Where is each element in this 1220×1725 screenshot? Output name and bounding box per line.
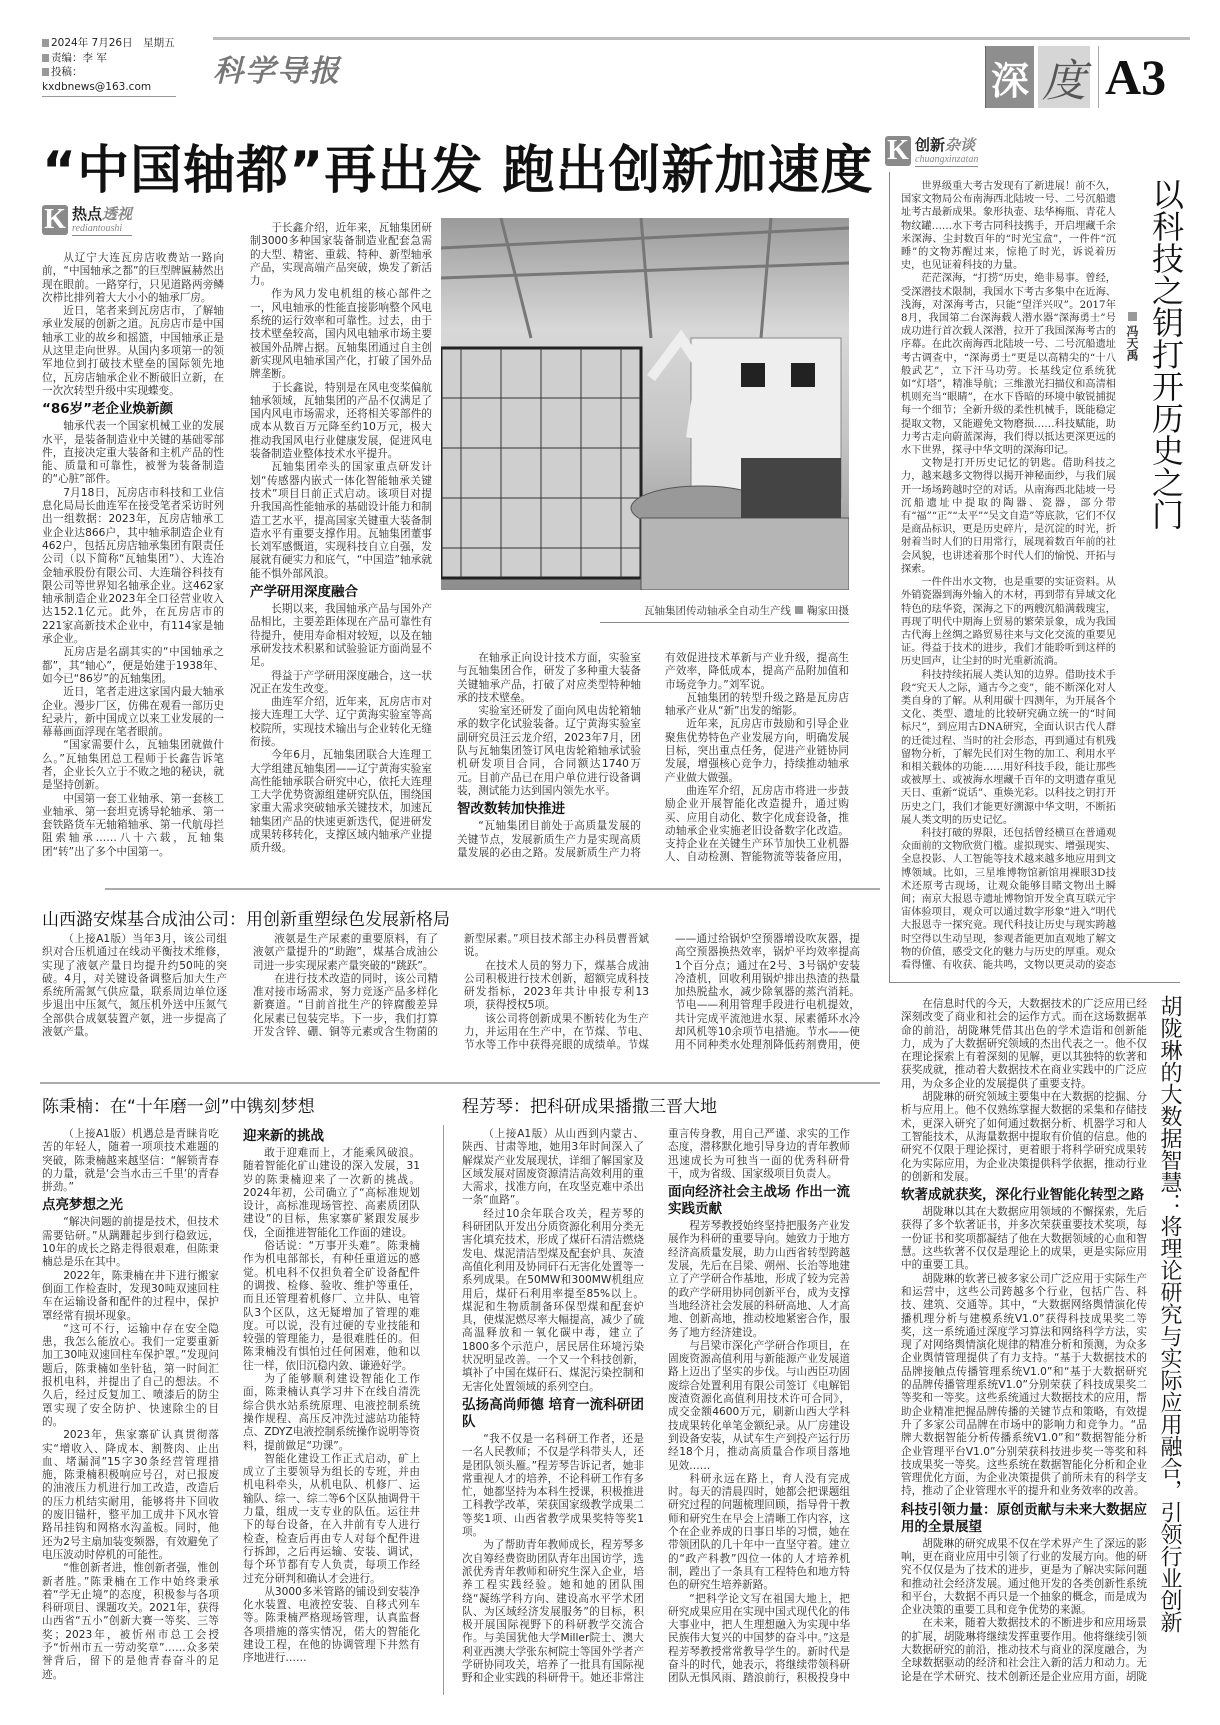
paragraph-text: 敢于迎难而上，才能乘风破浪。随着智能化矿山建设的深入发展，31岁的陈秉楠迎来了一次新的挑战。2024年初，公司确立了“高标准规划设计，高标准现场管控、高素质团队建设”的目标，焦家寨矿紧跟发展步伐，全面推进智能化工作面的建设。 (243, 1147, 420, 1239)
column-label-b: 透视 (102, 205, 133, 223)
factory-photo-graphic (441, 218, 849, 590)
paragraph (42, 933, 227, 1039)
paragraph (250, 288, 432, 381)
paragraph (243, 1147, 420, 1240)
paragraph (901, 272, 1116, 457)
paragraph-text: 胡陇琳的软著已被多家公司广泛应用于实际生产和运营中，这些公司跨越多个行业，包括广告、科技、建筑、交通等。其中，“大数据网络舆情演化传播机理分析与建模系统V1.0”获得科技成果奖二等奖，这一系统通过深度学习算法和网络科学方法，实现了对网络舆情演化规律的精准分析和预测，为众多企业舆情管理提供了有力支持。“基于大数据技术的品牌接触点传播管理系统V1.0”和“基于大数据研究的品牌传播管理系统V1.0”分别荣获了科技成果奖二等奖和一等奖。这些系统通过大数据技术的应用，帮助企业精准把握品牌传播的关键节点和策略，有效提升了多家公司品牌在市场中的影响力和竞争力。“品牌大数据智能分析传播系统V1.0”和“数据智能分析企业管理平台V1.0”分别荣获科技进步奖一等奖和科技成果奖一等奖。这些系统在数据智能化分析和企业管理优化方面，为企业决策提供了前所未有的科学支持，推动了企业管理水平的提升和业务效率的改善。 (901, 1272, 1147, 1498)
author-square-icon (1128, 312, 1137, 321)
subheading (462, 1397, 644, 1431)
paragraph (42, 252, 224, 305)
paragraph-text: 为了帮助青年教师成长，程芳琴多次自筹经费资助团队青年出国访学，选派优秀青年教师和研究生深入企业，培养工程实践经验。她和她的团队围绕“凝练学科方向、建设高水平学术团队、为区域经济发展服务”的目标，积极开展国际视野下的科研教学交流合作。与美国犹他大学Miller院士、澳大利亚西澳大学张东柯院士等国外学者产学研协同攻关，培养了一批具有国际视野和企业实践的科研骨干。她还非常注重言传身教，用自己严谨、求实的工作态度，潜移默化地引导身边的青年教师迅速成长为可独当一面的优秀科研骨干，成为省级、国家级项目负责人。 (462, 1128, 850, 1685)
header-rule (213, 37, 1190, 40)
paragraph-text: 胡陇琳的研究领域主要集中在大数据的挖掘、分析与应用上。他不仅熟练掌握大数据的采集和存储技术，更深入研究了如何通过数据分析、机器学习和人工智能技术，从海量数据中提取有价值的信息。他的研究不仅限于理论探讨，更着眼于将科学研究成果转化为实际应用，为企业决策提供科学依据，推动行业的创新和发展。 (901, 1091, 1147, 1183)
paragraph (243, 1240, 420, 1373)
section-divider (40, 1082, 880, 1084)
paragraph-text: 科研永远在路上，育人没有完成时。每天的清晨四时，她都会把课题组研究过程的问题梳理回顾，指导骨干教师和研究生在早会上清晰工作内容，这个在企业养成的日事日毕的习惯，她在带领团队的几十年中一直坚守着。建立的“政产科教”四位一体的人才培养机制，蹚出了一条具有工程特色和地方特色的研究生培养新路。 (668, 1472, 850, 1592)
paragraph-text: 智改数转加快推进 (457, 801, 565, 818)
subheading (42, 1197, 219, 1214)
paragraph-text: 科技持续拓展人类认知的边界。借助技术手段“究天人之际，通古今之变”，能不断深化对人类自身的了解。从利用碳十四测年，为开展各个文化、类型、遗址的比较研究确立统一的“时间标尺”，到应用古DNA研究，全面认识古代人群的迁徙过程、当时的社会形态，再到通过有机残留物分析，了解先民们对生物的加工、利用水平和相关载体的功能……用好科技手段，能让那些或被厚土、或被海水埋藏千百年的文明遗存重见天日、重新“说话”、重焕光彩。以科技之钥打开历史之门，我们才能更好溯源中华文明，不断拓展人类文明的历史记忆。 (901, 669, 1116, 826)
paragraph-text: “86岁”老企业焕新颜 (42, 401, 174, 418)
paragraph-text: 在未来，随着大数据技术的不断进步和应用场景的扩展，胡陇琳将继续发挥重要作用。他将继续引领大数据研究的前沿，推动技术与商业的深度融合，为全球数据驱动的经济和社会注入新的活力和动力。无论是在学术研究、技术创新还是企业应用方面，胡陇 (901, 1617, 1147, 1683)
paragraph-text: 为了能够顺利建设智能化工作面，陈秉楠认真学习井下在线自清洗综合供水站系统原理、电液控制系统操作规程、高压反冲洗过滤站功能特点、ZDYZ电液控制系统操作说明等资料，提前做足“功课”。 (243, 1373, 420, 1452)
main-article-body-1 (42, 222, 432, 872)
column-label-a: 热点 (72, 205, 103, 223)
paragraph (901, 998, 1147, 1091)
paragraph (42, 487, 224, 647)
paragraph-text: 世界级重大考古发现有了新进展！前不久，国家文物局公布南海西北陆坡一号、二号沉船遗址考古最新成果。象形执壶、珐华梅瓶、青花人物纹罐……水下考古同科技携手，开启埋藏千余米深海、尘封数百年的“时光宝盒”，一件件“沉睡”的文物苏醒过来，惊艳了时光，诉说着历史，也见证着科技的力量。 (901, 181, 1116, 272)
k-logo-icon: K (885, 136, 911, 166)
paragraph-text: 在轴承正向设计技术方面，实验室与瓦轴集团合作，研发了多种重大装备关键轴承产品，打破了对应类型特种轴承的技术壁垒。 (457, 652, 641, 704)
paragraph-text: 在进行技术改造的同时，该公司精准对接市场需求，努力竞逐产品多样化新赛道。“目前首批生产的锌腐酸差异化尿素已包装完毕。下一步，我们打算开发含锌、硼、铜等元素或含生物菌的新型尿素。”项目技术部主办科员曹晋斌说。 (253, 933, 649, 1039)
contribute-email[interactable]: 投稿：kxdbnews@163.com (42, 66, 152, 93)
main-headline: “中国轴都”再出发 跑出创新加速度 (42, 141, 874, 201)
paragraph (42, 420, 224, 486)
paragraph-text: 面向经济社会主战场 作出一流实践贡献 (668, 1184, 850, 1218)
section-char-a: 深 (985, 46, 1034, 108)
paragraph-text: 液氨是生产尿素的重要原料，有了液氨产量提升的“助跑”，煤基合成油公司进一步实现尿素产量突破的“跳跃”。 (253, 933, 438, 972)
column-article-title: 以科技之钥打开历史之门 (1147, 178, 1185, 530)
production-line-photo (441, 218, 849, 590)
paragraph (250, 382, 432, 462)
paragraph-text: 得益于产学研用深度融合，这一状况正在发生改变。 (250, 669, 432, 695)
paragraph (250, 749, 432, 855)
paragraph (462, 1128, 644, 1208)
paragraph (42, 1323, 219, 1429)
paragraph-text: （上接A1版）机遇总是青睐肯吃苦的年轻人，随着一项项技术难题的突破，陈秉楠越来越坚信：“解锁青春的力量，就是‘会当水击三千里’的青春拼劲。” (42, 1128, 219, 1194)
paragraph-text: 实验室还研发了面向风电齿轮箱轴承的数字化试验装备。辽宁黄海实验室副研究员汪云龙介绍，2023年7月，团队与瓦轴集团签订风电齿轮箱轴承试验机研发项目合同，合同额达1740万元。目前产品已在用户单位进行设备调装，测试能力达到国内领先水平。 (457, 705, 641, 797)
hu-article-body (901, 998, 1147, 1693)
bullet-square-icon (42, 39, 49, 47)
paragraph (42, 646, 224, 686)
paragraph-text: 近年来，瓦房店市鼓励和引导企业聚焦优势特色产业发展方向，明确发展目标，突出重点任务，促进产业链协同发展，增强核心竞争力，持续推动轴承产业做大做强。 (665, 718, 849, 784)
paragraph-text: 轴承代表一个国家机械工业的发展水平，是装备制造业中关键的基础零部件，直接决定重大装备和主机产品的性能、质量和可靠性，被誉为装备制造的“心脏”部件。 (42, 420, 224, 486)
column-pinyin: rediantoushi (72, 223, 123, 234)
logo-spacer (42, 222, 224, 252)
cheng-article-title: 程芳琴：把科研成果播撒三晋大地 (462, 1097, 717, 1117)
column-rule (443, 1125, 444, 1695)
paragraph-text: “解决问题的前提是技术，但技术需要钻研。”从蹒跚起步到行稳致远，10年的成长之路走得很艰难，但陈秉楠总是乐在其中。 (42, 1216, 219, 1269)
paragraph-text: 中国第一套工业轴承、第一套核工业轴承、第一套坦克诱导轮轴承、第一套铁路货车无轴箱轴承、第一代航母拦阻索轴承……八十六载，瓦轴集团“转”出了多个中国第一。 (42, 792, 224, 858)
paragraph (253, 933, 438, 973)
paragraph (668, 1220, 850, 1340)
paragraph-text: 弘扬高尚师德 培育一流科研团队 (462, 1396, 644, 1430)
paragraph-text: “我不仅是一名科研工作者，还是一名人民教师；不仅是学科带头人，还是团队领头雁。”程芳琴告诉记者，她非常重视人才的培养，不论科研工作有多忙，她都坚持为本科生授课，积极推进工科教学改革，荣获国家级教学成果二等奖1项、山西省教学成果奖特等奖1项。 (462, 1432, 644, 1539)
shanxi-article-title: 山西潞安煤基合成油公司：用创新重塑绿色发展新格局 (42, 910, 450, 930)
editor: 责编：李 军 (51, 51, 107, 64)
paragraph (42, 1216, 219, 1269)
paragraph (901, 1206, 1147, 1272)
column-article-body (901, 180, 1116, 976)
paragraph-text: 点亮梦想之光 (42, 1197, 123, 1214)
paragraph (901, 1538, 1147, 1618)
paragraph (457, 705, 641, 798)
bullet-square-icon (42, 68, 49, 76)
column-label-a: 创新 (915, 136, 946, 154)
paragraph (901, 576, 1116, 668)
paragraph-text: 作为风力发电机组的核心部件之一，风电轴承的性能直接影响整个风电系统的运行效率和可靠性。过去，由于技术壁垒较高，国内风电轴承市场主要被国外品牌占据。瓦轴集团通过自主创新实现风电轴承国产化，打破了国外品牌垄断。 (250, 288, 432, 381)
paragraph-text: 该公司将创新成果不断转化为生产力，并运用在生产中，在节煤、节电、节水等工作中获得亮眼的成绩单。节煤——通过给锅炉空预器增设吹灰器，提高空预器换热效率，锅炉平均效率提高1个百分点；通过在2号、3号锅炉安装冷渣机，回收利用锅炉排出热渣的热量加热脱盐水，减少除氧器的蒸汽消耗。节电——利用管理手段进行电机提效，共计完成平流池进水泵、尿素循环水冷却风机等10余项节电措施。节水——使用不同种类水处理剂降低药剂费用，使 (464, 933, 860, 1052)
chen-article-title: 陈秉楠：在“十年磨一剑”中镌刻梦想 (42, 1097, 315, 1117)
paragraph-text: 曲连军介绍，近年来，瓦房店市对接大连理工大学、辽宁黄海实验室等高校院所，实现技术输出与企业转化无缝衔接。 (250, 696, 432, 748)
subheading (457, 801, 641, 818)
paragraph (901, 669, 1116, 827)
paragraph-text: 从辽宁大连瓦房店收费站一路向前，“中国轴承之都”的巨型牌匾赫然出现在眼前。一路穿行，只见道路两旁鳞次栉比排列着大大小小的轴承厂房。 (42, 252, 224, 304)
column-label-b: 杂谈 (945, 136, 976, 154)
paragraph (901, 1091, 1147, 1184)
paragraph-text: 在技术人员的努力下，煤基合成油公司积极进行技术创新，超额完成科技研发指标，2023年共计申报专利13项，获得授权5项。 (464, 959, 649, 1012)
paragraph-text: “把科学论文写在祖国大地上，把研究成果应用在实现中国式现代化的伟大事业中，把人生理想融入为实现中华民族伟大复兴的中国梦的奋斗中。”这是程芳琴教授常常教导学生的。新时代是奋斗的时代，她表示，将继续带领科研团队无惧风雨、踏浪前行，积极投身中 (668, 1592, 850, 1685)
paragraph (42, 686, 224, 739)
paragraph-text: 近日，笔者走进这家国内最大轴承企业。漫步厂区，仿佛在观看一部历史纪录片，新中国成立以来工业发展的一幕幕画面浮现在笔者眼前。 (42, 686, 224, 739)
paragraph-text: “国家需要什么，瓦轴集团就做什么。”瓦轴集团总工程师于长鑫告诉笔者，企业长久立于不败之地的秘诀，就是坚持创新。 (42, 739, 224, 792)
k-logo-icon: K (42, 205, 68, 235)
paragraph (42, 1270, 219, 1323)
main-article-body-2 (457, 652, 849, 872)
paragraph (250, 461, 432, 581)
paragraph-text: 胡陇琳的研究成果不仅在学术界产生了深远的影响，更在商业应用中引领了行业的发展方向。他的研究不仅仅是为了技术的进步，更是为了解决实际问题和推动社会经济发展。通过他开发的各类创新性系统和平台，大数据不再只是一个抽象的概念，而是成为企业决策的重要工具和竞争优势的来源。 (901, 1537, 1147, 1617)
separator-square-icon (795, 606, 803, 614)
paragraph-text: 今年6月，瓦轴集团联合大连理工大学组建瓦轴集团——辽宁黄海实验室高性能轴承联合研究中心，依托大连理工大学优势资源组建研究队伍，围绕国家重大需求突破轴承关键技术，加速瓦轴集团产品的快速更新迭代，促进研发成果转移转化，支撑区域内轴承产业提质升级。 (250, 749, 432, 855)
paragraph-text: 瓦轴集团牵头的国家重点研发计划“传感器内嵌式一体化智能轴承关键技术”项目日前正式启动。该项目对提升我国高性能轴承的基础设计能力和制造工艺水平，提高国家关键重大装备制造水平有重要支撑作用。瓦轴集团董事长刘军感慨道，实现科技自立自强，发展就有硬实力和底气，“中国造”轴承就能不惧外部风浪。 (250, 461, 432, 580)
paragraph-text: 经过10余年联合攻关，程芳琴的科研团队开发出分质资源化利用分类无害化填充技术，形成了煤矸石清洁燃烧发电、煤泥清洁型煤及配套炉具、灰渣高值化利用及协同矸石无害化处置等一系列成果。在50MW和300MW机组应用后，煤矸石利用率提至85%以上。煤泥和生物质制备环保型煤和配套炉具，使煤泥燃尽率大幅提高，减少了硫高温释放和一氧化碳中毒，建立了1800多个示范户，居民居住环境污染状况明显改善。一个又一个科技创新，填补了中国在煤矸石、煤泥污染控制和无害化处置领域的系列空白。 (462, 1207, 644, 1393)
paragraph-text: 科技引领力量：原创贡献与未来大数据应用的全景展望 (901, 1501, 1147, 1535)
newspaper-masthead-logo: 科学导报 (213, 54, 341, 89)
paragraph-text: 于长鑫说，特别是在风电变桨偏航轴承领域，瓦轴集团的产品不仅满足了国内风电市场需求，还将相关零部件的成本从数百万元降至约10万元，极大推动我国风电行业健康发展，促进风电装备制造业整体技术水平提升。 (250, 381, 432, 461)
paragraph (42, 1429, 219, 1562)
section-divider (105, 888, 880, 890)
issue-date: 2024年 7月26日 星期五 (51, 37, 175, 49)
paragraph-text: 长期以来，我国轴承产品与国外产品相比，主要差距体现在产品可靠性有待提升，使用寿命相对较短，以及在轴承研发技术积累和试验验证方面尚显不足。 (250, 603, 432, 669)
paragraph (243, 1453, 420, 1586)
subheading (901, 1502, 1147, 1536)
paragraph (250, 670, 432, 697)
paragraph-text: 软著成就获奖，深化行业智能化转型之路 (901, 1187, 1144, 1204)
paragraph-text: 在信息时代的今天，大数据技术的广泛应用已经深刻改变了商业和社会的运作方式。而在这场数据革命的前沿，胡陇琳凭借其出色的学术造诣和创新能力，成为了大数据研究领域的杰出代表之一。他不仅在理论探索上有着深刻的见解，更以其独特的软著和获奖成就，推动着大数据技术在商业实践中的广泛应用，为众多企业的发展提供了重要支持。 (901, 998, 1147, 1090)
paragraph (901, 457, 1116, 576)
cheng-article-body (462, 1128, 850, 1690)
subheading (901, 1187, 1147, 1204)
column-article-author: 冯天禹 (1125, 325, 1139, 361)
subheading (42, 401, 224, 418)
paragraph (901, 180, 1116, 272)
paragraph (665, 718, 849, 784)
column-logo-chuangxin (885, 136, 978, 167)
issue-meta (42, 36, 176, 97)
paragraph (243, 1586, 420, 1666)
photo-credit: 鞠家田摄 (807, 605, 849, 617)
paragraph (42, 793, 224, 859)
column-article-author-block (1124, 312, 1141, 361)
paragraph (250, 603, 432, 669)
paragraph-text: 瓦轴集团的转型升级之路是瓦房店轴承产业从“新”出发的缩影。 (665, 691, 849, 718)
paragraph (668, 1340, 850, 1473)
paragraph-text: “惟创新者进，惟创新者强，惟创新者胜。”陈秉楠在工作中始终秉承着“学无止境”的态度，积极参与各项科研项目、课题攻关。2021年，获得山西省“五小”创新大赛一等奖、三等奖；2023年，被忻州市总工会授予“忻州市五一劳动奖章”……众多荣誉背后，留下的是他青春奋斗的足迹。 (42, 1562, 219, 1681)
paragraph-text: 程芳琴教授始终坚持把服务产业发展作为科研的重要导向。她致力于地方经济高质量发展，助力山西省转型跨越发展，先后在吕梁、朔州、长治等地建立了产学研合作基地，形成了较为完善的政产学研用协同创新平台，成为支撑当地经济社会发展的科研高地、人才高地、创新高地，推动校地紧密合作，服务了地方经济建设。 (668, 1220, 850, 1339)
paragraph-text: 迎来新的挑战 (243, 1128, 324, 1144)
paragraph (901, 1273, 1147, 1499)
paragraph (250, 222, 432, 288)
shanxi-article-body (42, 933, 860, 1059)
paragraph-text: 近日，笔者来到瓦房店市，了解轴承业发展的创新之道。瓦房店市是中国轴承工业的故乡和摇篮，中国轴承正是从这里走向世界。从国内多项第一的领军地位到打破技术壁垒的国际领先地位，瓦房店轴承企业不断破旧立新，在一次次转型升级中实现蝶变。 (42, 305, 224, 397)
paragraph-text: 于长鑫介绍，近年来，瓦轴集团研制3000多种国家装备制造业配套急需的大型、精密、重载、特种、新型轴承产品，实现高端产品突破，焕发了新活力。 (250, 222, 432, 288)
chen-article-body (42, 1128, 420, 1690)
paragraph-text: 文物是打开历史记忆的钥匙。借助科技之力，越来越多文物得以揭开神秘面纱，与我们展开一场场跨越时空的对话。从南海西北陆坡一号沉船遗址中提取的陶器、瓷器，部分带有“福”“正”“太平”“吴文自造”等底款，它们不仅是商品标识，更是历史碎片，是沉淀的时光，折射着当时人们的日用常行，展现着数百年前的社会风貌，也讲述着那个时代人们的愉悦、开拓与探索。 (901, 458, 1116, 575)
paragraph-text: 产学研用深度融合 (250, 584, 358, 601)
paragraph-text: 智能化建设工作正式启动，矿上成立了主要领导为组长的专班，并由机电科牵头，从机电队、机修厂、运输队、综一、综二等6个区队抽调骨干力量，组成一支专业的队伍。运往井下的每台设备，在入井前有专人进行检查，检查后再由专人对每个配件进行拆卸，之后再运输、安装、调试，每个环节都有专人负责，每项工作经过充分研判和确认才会进行。 (243, 1452, 420, 1585)
paragraph (250, 696, 432, 749)
paragraph-text: 一件件出水文物，也是重要的实证资料。从外销瓷器到海外输入的木材，再到带有异域文化特色的珐华瓷，深海之下的两艘沉船满载瑰宝，再现了明代中期海上贸易的繁荣景象，成为我国古代海上丝绸之路贸易往来与文化交流的重要见证。得益于技术的进步，我们才能聆听到这样的历史回声，让尘封的时光重新流淌。 (901, 577, 1116, 668)
paragraph (464, 960, 649, 1013)
hu-article-title: 胡陇琳的大数据智慧：将理论研究与实际应用融合，引领行业创新 (1157, 995, 1182, 1633)
paragraph-text: 胡陇琳以其在大数据应用领域的不懈探索，先后获得了多个软著证书，并多次荣获重要技术奖项，每一份证书和奖项都凝结了他在大数据领域的心血和智慧。这些软著不仅仅是理论上的成果，更是实际应用中的重要工具。 (901, 1206, 1147, 1272)
photo-caption (600, 603, 849, 623)
paragraph-text: 曲连军介绍，瓦房店市将进一步鼓励企业开展智能化改造提升，通过购买、应用自动化、数字化成套设备，推动轴承企业实施老旧设备数字化改造。支持企业在关键生产环节加快工业机器人、自动检测、智能物流等装备应用， (665, 784, 849, 864)
paragraph (668, 1473, 850, 1593)
page-number: A3 (1098, 46, 1166, 108)
paragraph-text: 从3000多米管路的铺设到安装净化水装置、电液控安装、自移式列车等。陈秉楠严格现场管理，认真监督各项措施的落实情况，偌大的智能化建设工程，在他的协调管理下井然有序地进行…… (243, 1585, 420, 1665)
section-logo (985, 46, 1166, 108)
paragraph-text: 7月18日，瓦房店市科技和工业信息化局局长曲连军在接受笔者采访时列出一组数据：2023年，瓦房店轴承工业企业达866户，其中轴承制造企业有462户，包括瓦房店轴承集团有限责任公司（以下简称“瓦轴集团”）、大连冶金轴承股份有限公司、大连瑞谷科技有限公司等世界知名轴承企业。这462家轴承制造企业2023年全口径营业收入达152.1亿元。此外，在瓦房店市的221家高新技术企业中，有114家是轴承企业。 (42, 486, 224, 646)
section-char-b: 度 (1038, 46, 1090, 108)
paragraph-text: 茫茫深海，“打捞”历史，绝非易事。曾经，受深潜技术限制，我国水下考古多集中在近海、浅海，对深海考古，只能“望洋兴叹”。2017年8月，我国第二台深海载人潜水器“深海勇士”号成功进行首次载人深潜，拉开了我国深海考古的序幕。在此次南海西北陆坡一号、二号沉船遗址考古调查中，“深海勇士”更是以高精尖的“十八般武艺”，立下汗马功劳。长基线定位系统犹如“灯塔”，精准导航；三维激光扫描仪和高清相机则充当“眼睛”，在水下昏暗的环境中敏锐捕捉每一个细节；全新升级的柔性机械手，既能稳定提取文物，又能避免文物磨损……科技赋能，助力考古走向蔚蓝深海，我们得以抵达更深更远的水下世界，探寻中华文明的深海印记。 (901, 273, 1116, 457)
paragraph-text: 与吕梁市深化产学研合作项目，在固废资源高值利用与新能源产业发展道路上迈出了坚实的步伐。与山西臣功固废综合处置利用有限公司签订《电解铝废渣资源化高值利用技术许可合同》，成交金额4600万元，刷新山西大学科技成果转化单笔金额纪录。从厂房建设到设备安装，从试车生产到投产运行历经18个月，推动高质量合作项目落地见效…… (668, 1339, 850, 1472)
paragraph-text: 科技打破的界限，还包括曾经横亘在普通观众面前的文物欣赏门槛。虚拟现实、增强现实、全息投影、人工智能等技术越来越多地应用到文博领域。比如，三星堆博物馆新馆用裸眼3D技术还原考古现场，让观众能够目睹文物出土瞬间；南京大报恩寺遗址博物馆开发全真互联元宇宙体验项目，观众可以通过数字形象“进入”明代大报恩寺一探究竟。现代科技让历史与现实跨越时空得以生动呈现，参观者能更加直观地了解文物的价值，感受文化的魅力与历史的厚重。观众看得懂、有收获、能共鸣，文物以更灵动的姿态 (901, 827, 1116, 971)
paragraph-text: （上接A1版）从山西到内蒙古、陕西、甘肃等地，她用3年时间深入了解煤炭产业发展现状，详细了解国家及区域发展对固废资源清洁高效利用的重大需求，找准方向，在攻坚克难中杀出一条“血路”。 (462, 1128, 644, 1207)
paragraph (42, 305, 224, 398)
paragraph (42, 1128, 219, 1194)
paragraph (462, 1433, 644, 1539)
paragraph-text: 2023年，焦家寨矿认真贯彻落实“增收入、降成本、割赘肉、止出血、堵漏洞”15字30条经营管理措施，陈秉楠积极响应号召，对已报废的油液压力机进行加工改造，改造后的压力机结实耐用，能够将井下回收的废旧锚杆，整平加工成井下风水管路吊挂钩和网格水沟盖板。同时，他还为2号主扇加装变频器，有效避免了电压波动时停机的可能性。 (42, 1429, 219, 1561)
paragraph (42, 1562, 219, 1682)
column-pinyin: chuangxinzatan (915, 154, 979, 165)
paragraph (462, 1208, 644, 1394)
paragraph (665, 692, 849, 719)
subheading (250, 584, 432, 601)
paragraph-text: “瓦轴集团目前处于高质量发展的关键节点，发展新质生产力是实现高质量发展的必由之路。发展新质生产力将有效促进技术革新与产业升级，提高生产效率，降低成本，提高产品附加值和市场竞争力。”刘军说。 (457, 652, 849, 859)
subheading (668, 1184, 850, 1218)
paragraph-text: （上接A1版）当年3月，该公司组织对合压机通过在线动平衡技术维修，实现了液氨产量日均提升约50吨的突破。4月，对关键设备调整后加大生产系统所需氮气供应量，联系周边单位逐步退出中压氮气，氮压机外送中压氮气全部供合成氨装置产氨，进一步提高了液氨产量。 (42, 933, 227, 1039)
subheading (243, 1128, 420, 1145)
paragraph (42, 739, 224, 792)
paragraph (457, 652, 641, 705)
bullet-square-icon (42, 54, 49, 62)
photo-caption-text: 瓦轴集团传动轴承全自动生产线 (644, 605, 791, 617)
paragraph (243, 1373, 420, 1453)
paragraph-text: “这可不行，运输中存在安全隐患，我怎么能放心。我们一定要重新加工30吨双速回柱车保护罩。”发现问题后，陈秉楠如坐针毡，第一时间汇报机电科，并提出了自己的想法。不久后，经过反复加工、喷漆后的防尘罩实现了安全防护、快速除尘的目的。 (42, 1322, 219, 1428)
paragraph-text: 2022年，陈秉楠在井下进行搬家倒面工作检查时，发现30吨双速回柱车在运输设备和配件的过程中，保护罩经常有损坏现象。 (42, 1269, 219, 1322)
paragraph-text: 瓦房店是名副其实的“中国轴承之都”，其“轴心”，便是始建于1938年、如今已“86岁”的瓦轴集团。 (42, 646, 224, 685)
paragraph-text: 俗话说：“万事开头难”。陈秉楠作为机电部部长，有种任重道远的感觉。机电科不仅担负着全矿设备配件的调拨、检修、验收、维护等重任，而且还管理着机修厂、立井队、电管队3个区队，这无疑增加了管理的难度。可以说，没有过硬的专业技能和较强的管理能力，是很难胜任的。但陈秉楠没有惧怕过任何困难，他和以往一样，依旧沉稳内敛、谦逊好学。 (243, 1240, 420, 1372)
